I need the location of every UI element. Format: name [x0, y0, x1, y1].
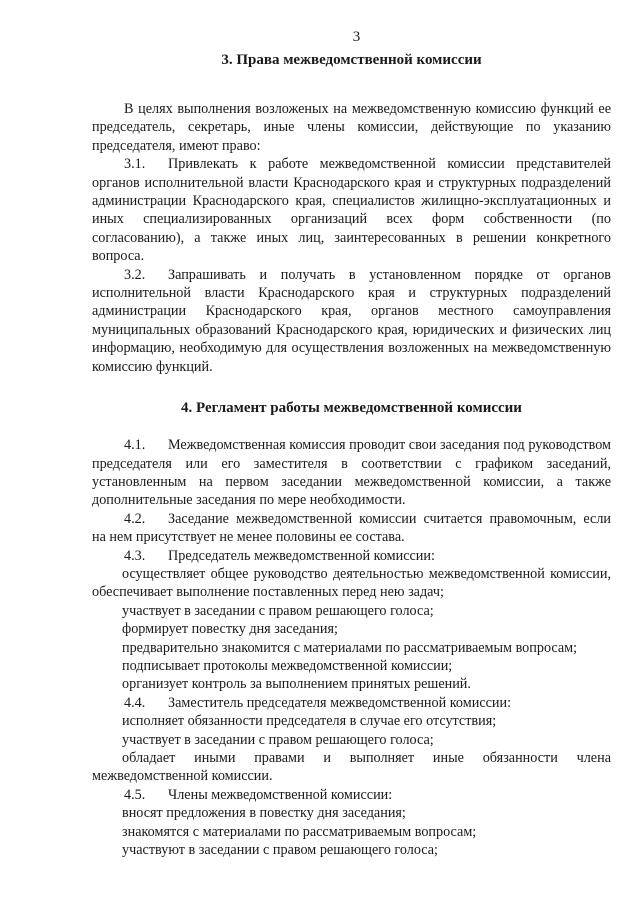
item-3-2-number: 3.2.	[124, 266, 146, 283]
item-3-1-number: 3.1.	[124, 156, 146, 173]
item-3-1-text: Привлекать к работе межведомственной комиссии представителей органов исполнительной власти Краснодарского края и структурных подразделений администрации Краснодарского края, специалистов жилищно-эксплуатационных и иных специализированных организаций всех форм собственности (по согласованию), а также иных лиц, заинтересованных в решении конкретного вопроса.	[92, 156, 611, 265]
item-4-3-duty: осуществляет общее руководство деятельностью межведомственной комиссии, обеспечивает выполнение поставленных перед нею задач;	[92, 565, 611, 601]
section-3-intro: В целях выполнения возложеных на межведомственную комиссию функций ее председатель, секретарь, иные члены комиссии, действующие по указанию председателя, имеют право:	[92, 101, 611, 154]
item-4-4-duty: исполняет обязанности председателя в случае его отсутствия;	[122, 713, 497, 730]
section-4-title: 4. Регламент работы межведомственной комиссии	[181, 400, 522, 417]
item-4-5	[92, 786, 611, 804]
item-4-1	[92, 436, 611, 510]
item-4-5-duty: вносят предложения в повестку дня заседания;	[122, 805, 406, 822]
item-4-3-number: 4.3.	[124, 547, 146, 564]
item-4-4-number: 4.4.	[124, 694, 146, 711]
item-4-5-duty: участвуют в заседании с правом решающего голоса;	[122, 842, 438, 859]
item-4-2	[92, 510, 611, 547]
item-4-5-duty: знакомятся с материалами по рассматриваемым вопросам;	[122, 823, 477, 840]
page-number: 3	[352, 29, 361, 45]
item-3-1	[92, 155, 611, 265]
item-4-3-duty: подписывает протоколы межведомственной комиссии;	[122, 657, 453, 674]
item-4-3-duty: организует контроль за выполнением принятых решений.	[122, 676, 471, 693]
item-4-4	[92, 694, 611, 712]
item-4-2-number: 4.2.	[124, 510, 146, 527]
item-4-4-text: Заместитель председателя межведомственной комиссии:	[168, 694, 512, 711]
item-4-3-duty: формирует повестку дня заседания;	[122, 621, 338, 638]
item-4-3-duty: участвует в заседании с правом решающего голоса;	[122, 602, 434, 619]
item-4-5-text: Члены межведомственной комиссии:	[168, 786, 393, 803]
document-page	[92, 28, 611, 859]
item-3-2	[92, 266, 611, 376]
item-3-2-text: Запрашивать и получать в установленном порядке от органов исполнительной власти Краснодарского края и структурных подразделений администрации Краснодарского края, органов местного самоуправления муниципальных образований Краснодарского края, юридических и физических лиц информацию, необходимую для осуществления возложенных на межведомственную комиссию функций.	[92, 266, 611, 375]
item-4-3	[92, 547, 611, 565]
item-4-2-text: Заседание межведомственной комиссии считается правомочным, если на нем присутствует не менее половины ее состава.	[92, 510, 611, 546]
section-3-title: 3. Права межведомственной комиссии	[221, 52, 482, 68]
item-4-3-text: Председатель межведомственной комиссии:	[168, 547, 435, 564]
item-4-3-duty: предварительно знакомится с материалами по рассматриваемым вопросам;	[122, 639, 578, 656]
item-4-1-number: 4.1.	[124, 437, 146, 454]
item-4-1-text: Межведомственная комиссия проводит свои заседания под руководством председателя или его заместителя в соответствии с графиком заседаний, установленным на первом заседании межведомственной комиссии, а также дополнительные заседания по мере необходимости.	[92, 437, 611, 509]
item-4-4-duty: обладает иными правами и выполняет иные обязанности члена межведомственной комиссии.	[92, 750, 611, 785]
item-4-5-number: 4.5.	[124, 786, 146, 803]
item-4-4-duty: участвует в заседании с правом решающего голоса;	[122, 731, 434, 748]
